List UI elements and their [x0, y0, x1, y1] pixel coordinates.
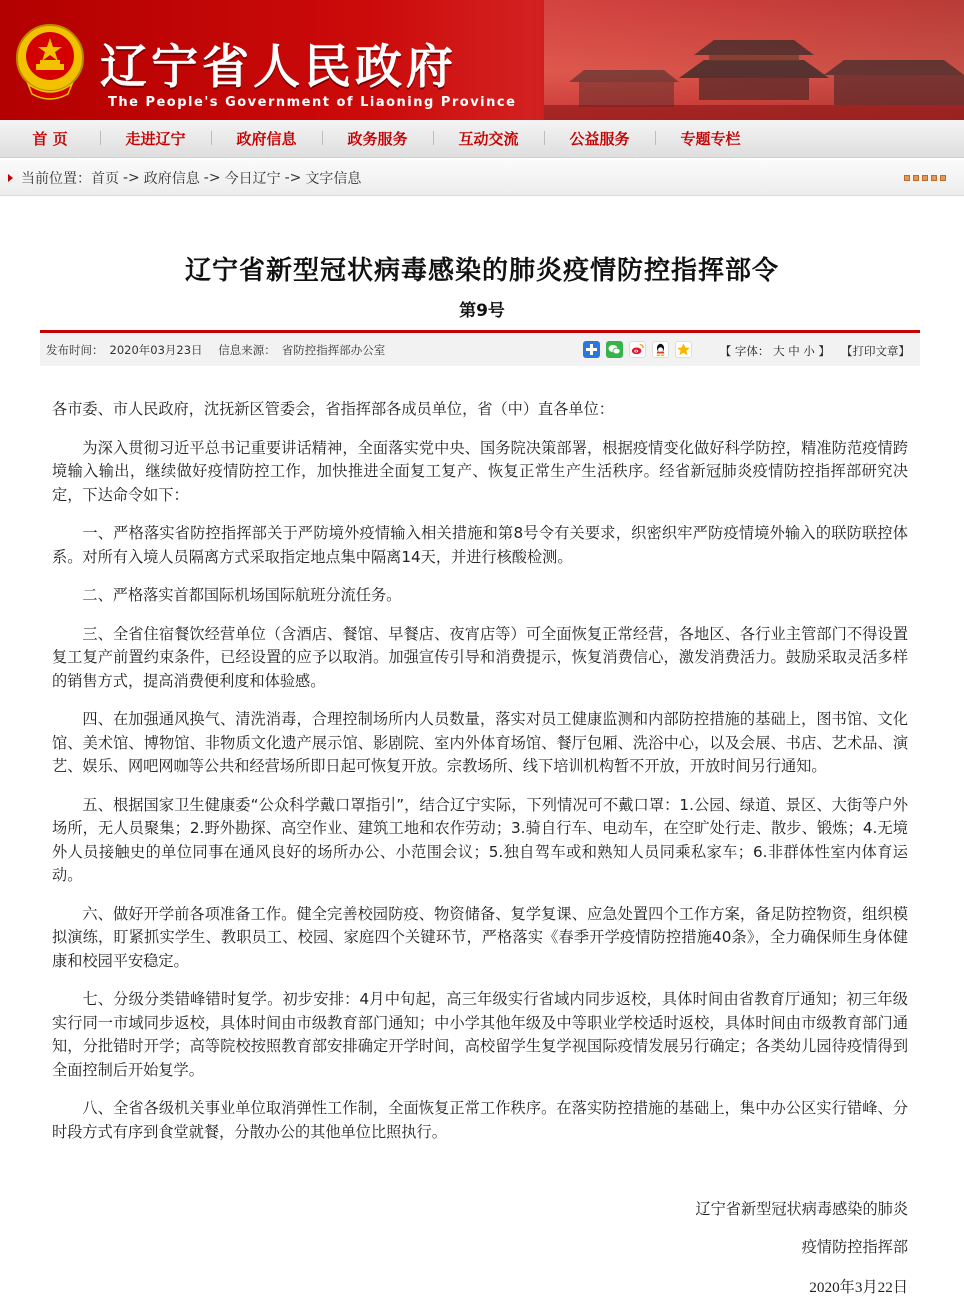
article-title: 辽宁省新型冠状病毒感染的肺炎疫情防控指挥部令 — [184, 256, 779, 286]
font-size-tools — [720, 343, 910, 359]
qzone-icon[interactable] — [675, 341, 692, 358]
breadcrumb-today-liaoning[interactable]: 今日辽宁 — [224, 170, 281, 187]
font-small-button[interactable]: 小 — [803, 344, 815, 358]
breadcrumb-home[interactable]: 首页 — [91, 170, 119, 187]
nav-item-government-info[interactable]: 政府信息 — [211, 128, 322, 149]
paragraph: 为深入贯彻习近平总书记重要讲话精神，全面落实党中央、国务院决策部署，根据疫情变化做好科学防控，精准防范疫情跨境输入输出，继续做好疫情防控工作，加快推进全面复工复产、恢复正常生产生活秩序。经省新冠肺炎疫情防控指挥部研究决定，下达命令如下： — [52, 438, 908, 504]
signature-date: 2020年3月22日 — [809, 1279, 908, 1296]
signature-line-1: 辽宁省新型冠状病毒感染的肺炎 — [695, 1200, 908, 1218]
article-meta — [46, 342, 397, 358]
nav-item-home[interactable]: 首 页 — [32, 130, 68, 148]
font-large-button[interactable]: 大 — [773, 344, 785, 358]
font-size-close: 】 — [818, 344, 831, 358]
site-title: 辽宁省人民政府 — [100, 40, 457, 95]
paragraph: 五、根据国家卫生健康委“公众科学戴口罩指引”，结合辽宁实际，下列情况可不戴口罩：1.公园、绿道、景区、大街等户外场所，无人员聚集；2.野外勘探、高空作业、建筑工地和农作劳动；3.骑自行车、电动车，在空旷处行走、散步、锻炼；4.无境外人员接触史的单位同事在通风良好的场所办公、小范围会议；5.独自驾车或和熟知人员同乘私家车；6.非群体性室内体育运动。 — [52, 795, 908, 884]
article-info-bar — [40, 330, 920, 366]
source-value: 省防控指挥部办公室 — [281, 342, 386, 357]
share-bar — [583, 341, 692, 358]
paragraph: 四、在加强通风换气、清洗消毒，合理控制场所内人员数量，落实对员工健康监测和内部防控措施的基础上，图书馆、文化馆、美术馆、博物馆、非物质文化遗产展示馆、影剧院、室内外体育场馆、餐厅包厢、洗浴中心，以及会展、书店、艺术品、演艺、娱乐、网吧网咖等公共和经营场所即日起可恢复开放。宗教场所、线下培训机构暂不开放，开放时间另行通知。 — [52, 710, 908, 775]
breadcrumb-label: 当前位置： — [21, 170, 91, 187]
salutation: 各市委、市人民政府，沈抚新区管委会，省指挥部各成员单位，省（中）直各单位： — [52, 400, 614, 418]
main-nav — [0, 120, 964, 158]
paragraph: 八、全省各级机关事业单位取消弹性工作制，全面恢复正常工作秩序。在落实防控措施的基础上，集中办公区实行错峰、分时段方式有序到食堂就餐，分散办公的其他单位比照执行。 — [52, 1099, 908, 1141]
breadcrumb — [0, 160, 964, 196]
nav-item-about-liaoning[interactable]: 走进辽宁 — [100, 128, 211, 149]
site-subtitle: The People's Government of Liaoning Province — [108, 95, 517, 110]
source-label: 信息来源： — [218, 342, 276, 357]
site-banner — [0, 0, 964, 120]
breadcrumb-separator: -> — [203, 169, 221, 186]
paragraph: 六、做好开学前各项准备工作。健全完善校园防疫、物资储备、复学复课、应急处置四个工作方案，备足防控物资，组织模拟演练，盯紧抓实学生、教职员工、校园、家庭四个关键环节，严格落实《春季开学疫情防控措施40条》，全力确保师生身体健康和校园平安稳定。 — [52, 904, 908, 970]
wechat-icon[interactable] — [606, 341, 623, 358]
article-number: 第9号 — [459, 301, 505, 321]
breadcrumb-text-info[interactable]: 文字信息 — [305, 170, 362, 187]
publish-label: 发布时间： — [46, 342, 104, 357]
publish-date: 2020年03月23日 — [109, 342, 203, 357]
paragraph: 三、全省住宿餐饮经营单位（含酒店、餐馆、早餐店、夜宵店等）可全面恢复正常经营，各地区、各行业主管部门不得设置复工复产前置约束条件，已经设置的应予以取消。加强宣传引导和消费提示，恢复消费信心，激发消费活力。鼓励采取灵活多样的销售方式，提高消费便利度和体验感。 — [52, 624, 908, 690]
plus-share-icon[interactable] — [583, 341, 600, 358]
font-size-label: 【 字体： — [719, 344, 770, 358]
paragraph: 一、严格落实省防控指挥部关于严防境外疫情输入相关措施和第8号令有关要求，织密织牢严防疫情境外输入的联防联控体系。对所有入境人员隔离方式采取指定地点集中隔离14天，并进行核酸检测。 — [52, 524, 908, 566]
national-emblem-icon — [14, 22, 86, 102]
breadcrumb-separator: -> — [123, 169, 140, 186]
nav-item-interaction[interactable]: 互动交流 — [433, 128, 544, 149]
nav-item-public-services[interactable]: 公益服务 — [544, 128, 655, 149]
breadcrumb-government-info[interactable]: 政府信息 — [143, 170, 200, 187]
article-body — [52, 398, 908, 1159]
breadcrumb-separator: -> — [284, 169, 302, 186]
decorative-dots-icon — [904, 175, 946, 181]
paragraph: 二、严格落实首都国际机场国际航班分流任务。 — [82, 586, 402, 604]
nav-item-special-topics[interactable]: 专题专栏 — [655, 128, 766, 149]
font-medium-button[interactable]: 中 — [788, 344, 800, 358]
qq-icon[interactable] — [652, 341, 669, 358]
weibo-icon[interactable] — [629, 341, 646, 358]
breadcrumb-arrow-icon — [8, 174, 13, 182]
nav-item-government-services[interactable]: 政务服务 — [322, 128, 433, 149]
print-article-button[interactable]: 【打印文章】 — [841, 344, 910, 358]
palace-image — [544, 0, 964, 120]
signature-line-2: 疫情防控指挥部 — [801, 1238, 908, 1256]
paragraph: 七、分级分类错峰错时复学。初步安排：4月中旬起，高三年级实行省域内同步返校，具体时间由省教育厅通知；初三年级实行同一市域同步返校，具体时间由市级教育部门通知；中小学其他年级及中等职业学校适时返校，具体时间由市级教育部门通知，分批错时开学；高等院校按照教育部安排确定开学时间，高校留学生复学视国际疫情发展另行确定；各类幼儿园待疫情得到全面控制后开始复学。 — [52, 990, 908, 1079]
